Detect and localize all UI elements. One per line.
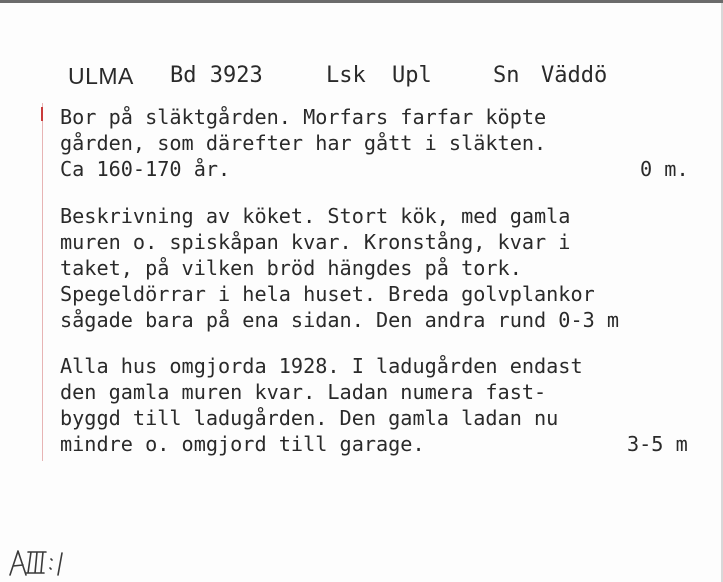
measure-label: 0 m. [640, 157, 689, 181]
header-socken: Väddö [541, 63, 608, 88]
header-lsk-label: Lsk [326, 63, 366, 88]
handwritten-signature [6, 541, 86, 581]
text-line-content: Ca 160-170 år. [60, 157, 231, 181]
margin-tick-mark [41, 107, 43, 121]
header-landskap: Upl [392, 63, 432, 88]
measure-label: 3-5 m [627, 432, 688, 456]
header-sn-label: Sn [493, 63, 520, 88]
margin-rule [42, 103, 43, 461]
card-header [0, 61, 723, 91]
text-line: byggd till ladugården. Den gamla ladan nu [60, 406, 559, 430]
text-line: Alla hus omgjorda 1928. I ladugården endast [60, 354, 583, 378]
text-line: gården, som därefter har gått i släkten. [60, 131, 547, 155]
text-line [60, 156, 700, 182]
text-line [60, 431, 700, 457]
paragraph-3 [60, 353, 700, 457]
text-line: den gamla muren kvar. Ladan numera fast- [60, 380, 547, 404]
header-bd-number: Bd 3923 [170, 63, 263, 88]
paragraph-2 [60, 203, 700, 333]
paragraph-1 [60, 104, 700, 182]
text-line: taket, på vilken bröd hängdes på tork. [60, 256, 522, 280]
text-line: sågade bara på ena sidan. Den andra rund 0-3 m [60, 308, 620, 332]
text-line-content: mindre o. omgjord till garage. [60, 432, 425, 456]
text-line: Spegeldörrar i hela huset. Breda golvplankor [60, 282, 595, 306]
text-line: Beskrivning av köket. Stort kök, med gamla [60, 204, 571, 228]
text-line: Bor på släktgården. Morfars farfar köpte [60, 105, 547, 129]
header-name: ULMA [68, 63, 134, 89]
text-line: muren o. spiskåpan kvar. Kronstång, kvar i [60, 230, 571, 254]
